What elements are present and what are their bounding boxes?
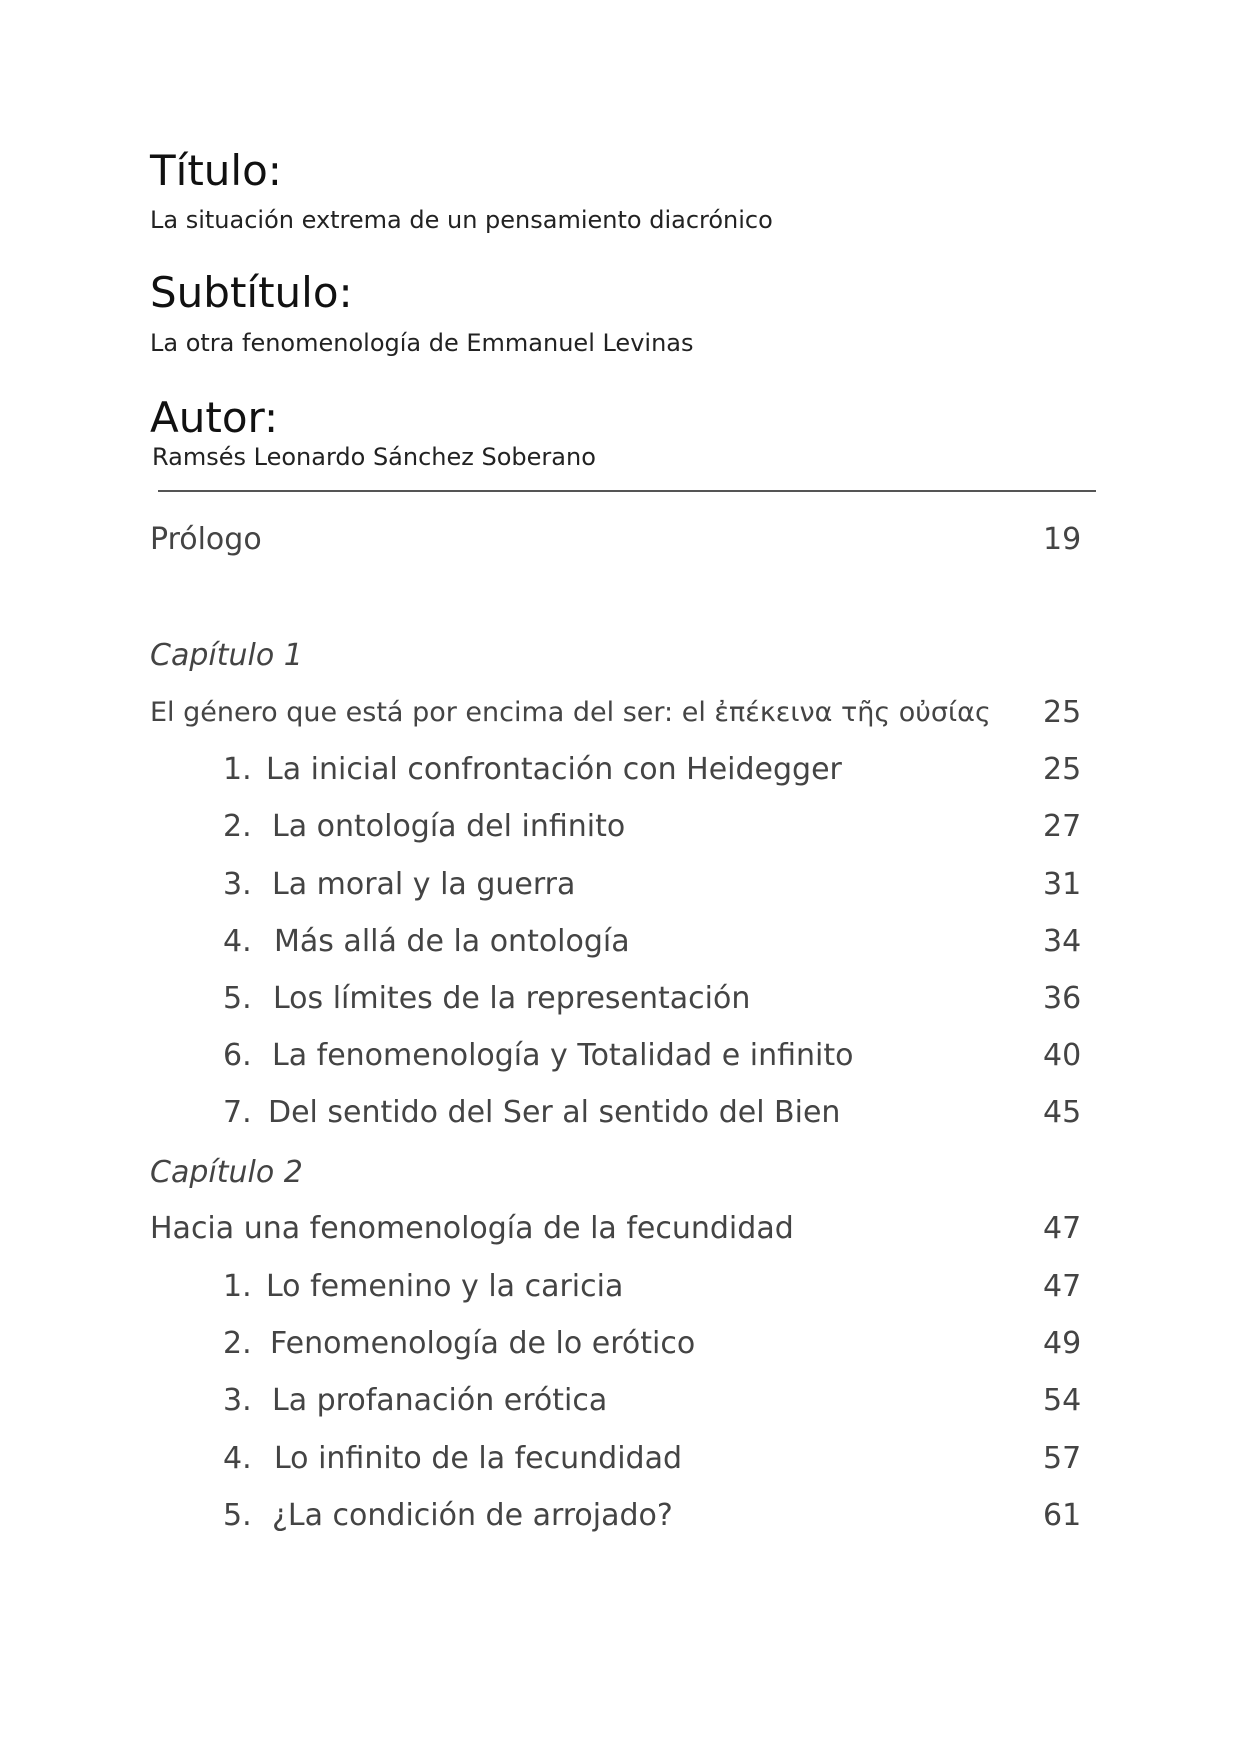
- toc-entry-number: 1.: [223, 752, 252, 787]
- toc-entry-2-1[interactable]: [0, 1267, 1242, 1307]
- toc-entry-1-5[interactable]: [0, 979, 1242, 1019]
- toc-entry-page: 31: [1043, 867, 1082, 902]
- toc-entry-label: Lo femenino y la caricia: [266, 1269, 624, 1304]
- toc-entry-number: 1.: [223, 1269, 252, 1304]
- toc-entry-page: 47: [1043, 1211, 1082, 1246]
- toc-entry-page: 27: [1043, 809, 1082, 844]
- toc-entry-2-3[interactable]: [0, 1381, 1242, 1421]
- toc-entry-label: Los límites de la representación: [273, 981, 751, 1016]
- toc-entry-page: 25: [1043, 695, 1082, 730]
- toc-entry-chapter-1[interactable]: [0, 693, 1242, 733]
- toc-entry-number: 3.: [223, 867, 252, 902]
- toc-entry-label: Fenomenología de lo erótico: [270, 1326, 696, 1361]
- toc-entry-label: La fenomenología y Totalidad e infinito: [272, 1038, 854, 1073]
- toc-entry-1-3[interactable]: [0, 865, 1242, 905]
- toc-entry-number: 7.: [223, 1095, 252, 1130]
- toc-entry-chapter-2[interactable]: [0, 1209, 1242, 1249]
- chapter-2-heading: Capítulo 2: [150, 1155, 303, 1190]
- toc-entry-1-6[interactable]: [0, 1036, 1242, 1076]
- toc-entry-number: 4.: [223, 924, 252, 959]
- toc-entry-label: El género que está por encima del ser: el ἐπέκεινα τῆς οὐσίας: [150, 697, 991, 728]
- toc-entry-label: ¿La condición de arrojado?: [272, 1498, 673, 1533]
- toc-entry-number: 5.: [223, 981, 252, 1016]
- toc-entry-page: 47: [1043, 1269, 1082, 1304]
- toc-entry-number: 3.: [223, 1383, 252, 1418]
- toc-entry-page: 45: [1043, 1095, 1082, 1130]
- author-value: Ramsés Leonardo Sánchez Soberano: [152, 443, 596, 471]
- toc-entry-page: 61: [1043, 1498, 1082, 1533]
- toc-entry-label: Más allá de la ontología: [274, 924, 630, 959]
- toc-entry-label: Prólogo: [150, 522, 262, 557]
- toc-entry-label: Hacia una fenomenología de la fecundidad: [150, 1211, 794, 1246]
- toc-entry-page: 34: [1043, 924, 1082, 959]
- title-value: La situación extrema de un pensamiento diacrónico: [150, 206, 773, 234]
- toc-entry-page: 57: [1043, 1441, 1082, 1476]
- toc-entry-page: 36: [1043, 981, 1082, 1016]
- toc-entry-number: 6.: [223, 1038, 252, 1073]
- toc-entry-label: La profanación erótica: [272, 1383, 608, 1418]
- subtitle-label: Subtítulo:: [150, 268, 353, 317]
- toc-entry-number: 2.: [223, 809, 252, 844]
- toc-entry-label: La moral y la guerra: [272, 867, 576, 902]
- toc-entry-2-2[interactable]: [0, 1324, 1242, 1364]
- divider: [158, 490, 1096, 492]
- chapter-1-heading: Capítulo 1: [150, 638, 303, 673]
- toc-entry-2-4[interactable]: [0, 1439, 1242, 1479]
- toc-entry-page: 54: [1043, 1383, 1082, 1418]
- subtitle-value: La otra fenomenología de Emmanuel Levinas: [150, 329, 694, 357]
- toc-entry-1-7[interactable]: [0, 1093, 1242, 1133]
- toc-entry-page: 49: [1043, 1326, 1082, 1361]
- toc-entry-label: La inicial confrontación con Heidegger: [266, 752, 842, 787]
- toc-entry-page: 19: [1043, 522, 1082, 557]
- toc-entry-1-1[interactable]: [0, 750, 1242, 790]
- toc-entry-number: 4.: [223, 1441, 252, 1476]
- toc-entry-page: 25: [1043, 752, 1082, 787]
- author-label: Autor:: [150, 393, 279, 442]
- toc-entry-number: 2.: [223, 1326, 252, 1361]
- toc-entry-label: Lo infinito de la fecundidad: [274, 1441, 683, 1476]
- toc-entry-1-4[interactable]: [0, 922, 1242, 962]
- toc-entry-1-2[interactable]: [0, 807, 1242, 847]
- toc-entry-label: Del sentido del Ser al sentido del Bien: [268, 1095, 841, 1130]
- toc-entry-2-5[interactable]: [0, 1496, 1242, 1536]
- toc-entry-number: 5.: [223, 1498, 252, 1533]
- toc-entry-label: La ontología del infinito: [272, 809, 626, 844]
- title-label: Título:: [150, 146, 282, 195]
- toc-entry-page: 40: [1043, 1038, 1082, 1073]
- toc-entry-prologue[interactable]: [0, 520, 1242, 560]
